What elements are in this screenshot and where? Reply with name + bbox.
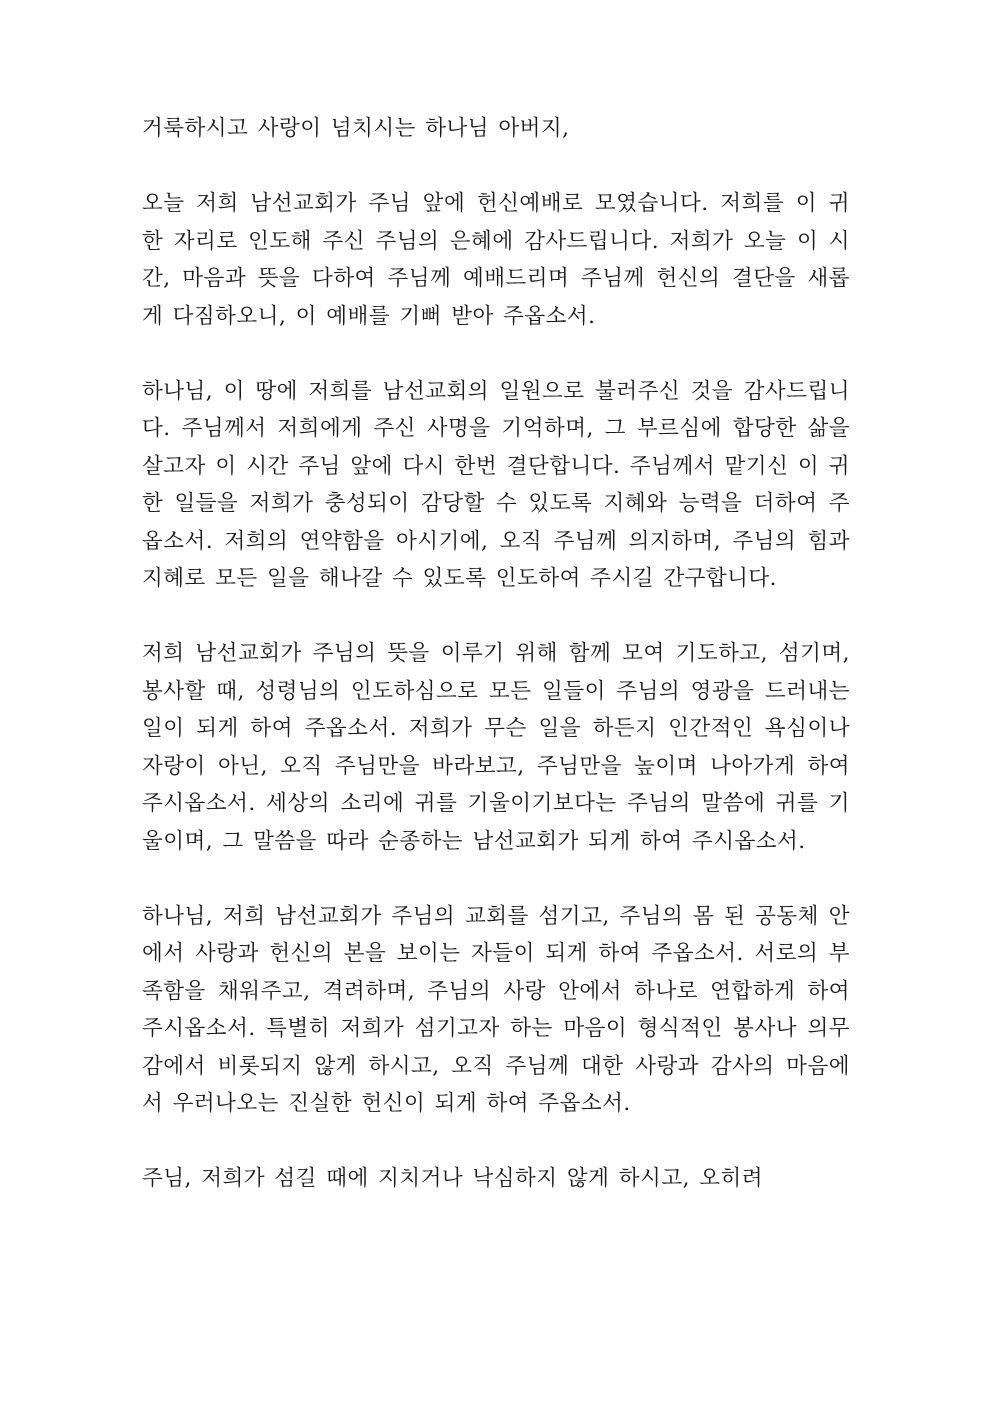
salutation: 거룩하시고 사랑이 넘치시는 하나님 아버지, (142, 116, 570, 141)
prayer-text (142, 110, 850, 1198)
paragraph-1: 오늘 저희 남선교회가 주님 앞에 헌신예배로 모였습니다. 저희를 이 귀한 자리로 인도해 주신 주님의 은혜에 감사드립니다. 저희가 오늘 이 시간, 마음과 뜻을 다하여 주님께 예배드리며 주님께 헌신의 결단을 새롭게 다짐하오니, 이 예배를 기뻐 받아 주옵소서. (142, 191, 850, 329)
paragraph-3: 저희 남선교회가 주님의 뜻을 이루기 위해 함께 모여 기도하고, 섬기며, 봉사할 때, 성령님의 인도하심으로 모든 일들이 주님의 영광을 드러내는 일이 되게 하여 주옵소서. 저희가 무슨 일을 하든지 인간적인 욕심이나 자랑이 아닌, 오직 주님만을 바라보고, 주님만을 높이며 나아가게 하여 주시옵소서. 세상의 소리에 귀를 기울이기보다는 주님의 말씀에 귀를 기울이며, 그 말씀을 따라 순종하는 남선교회가 되게 하여 주시옵소서. (142, 641, 850, 854)
paragraph-4: 하나님, 저희 남선교회가 주님의 교회를 섬기고, 주님의 몸 된 공동체 안에서 사랑과 헌신의 본을 보이는 자들이 되게 하여 주옵소서. 서로의 부족함을 채워주고, 격려하며, 주님의 사랑 안에서 하나로 연합하게 하여 주시옵소서. 특별히 저희가 섬기고자 하는 마음이 형식적인 봉사나 의무감에서 비롯되지 않게 하시고, 오직 주님께 대한 사랑과 감사의 마음에서 우러나오는 진실한 헌신이 되게 하여 주옵소서. (142, 903, 850, 1116)
paragraph-2: 하나님, 이 땅에 저희를 남선교회의 일원으로 불러주신 것을 감사드립니다. 주님께서 저희에게 주신 사명을 기억하며, 그 부르심에 합당한 삶을 살고자 이 시간 주님 앞에 다시 한번 결단합니다. 주님께서 맡기신 이 귀한 일들을 저희가 충성되이 감당할 수 있도록 지혜와 능력을 더하여 주옵소서. 저희의 연약함을 아시기에, 오직 주님께 의지하며, 주님의 힘과 지혜로 모든 일을 해나갈 수 있도록 인도하여 주시길 간구합니다. (142, 378, 850, 591)
paragraph-5: 주님, 저희가 섬길 때에 지치거나 낙심하지 않게 하시고, 오히려 (142, 1166, 764, 1191)
